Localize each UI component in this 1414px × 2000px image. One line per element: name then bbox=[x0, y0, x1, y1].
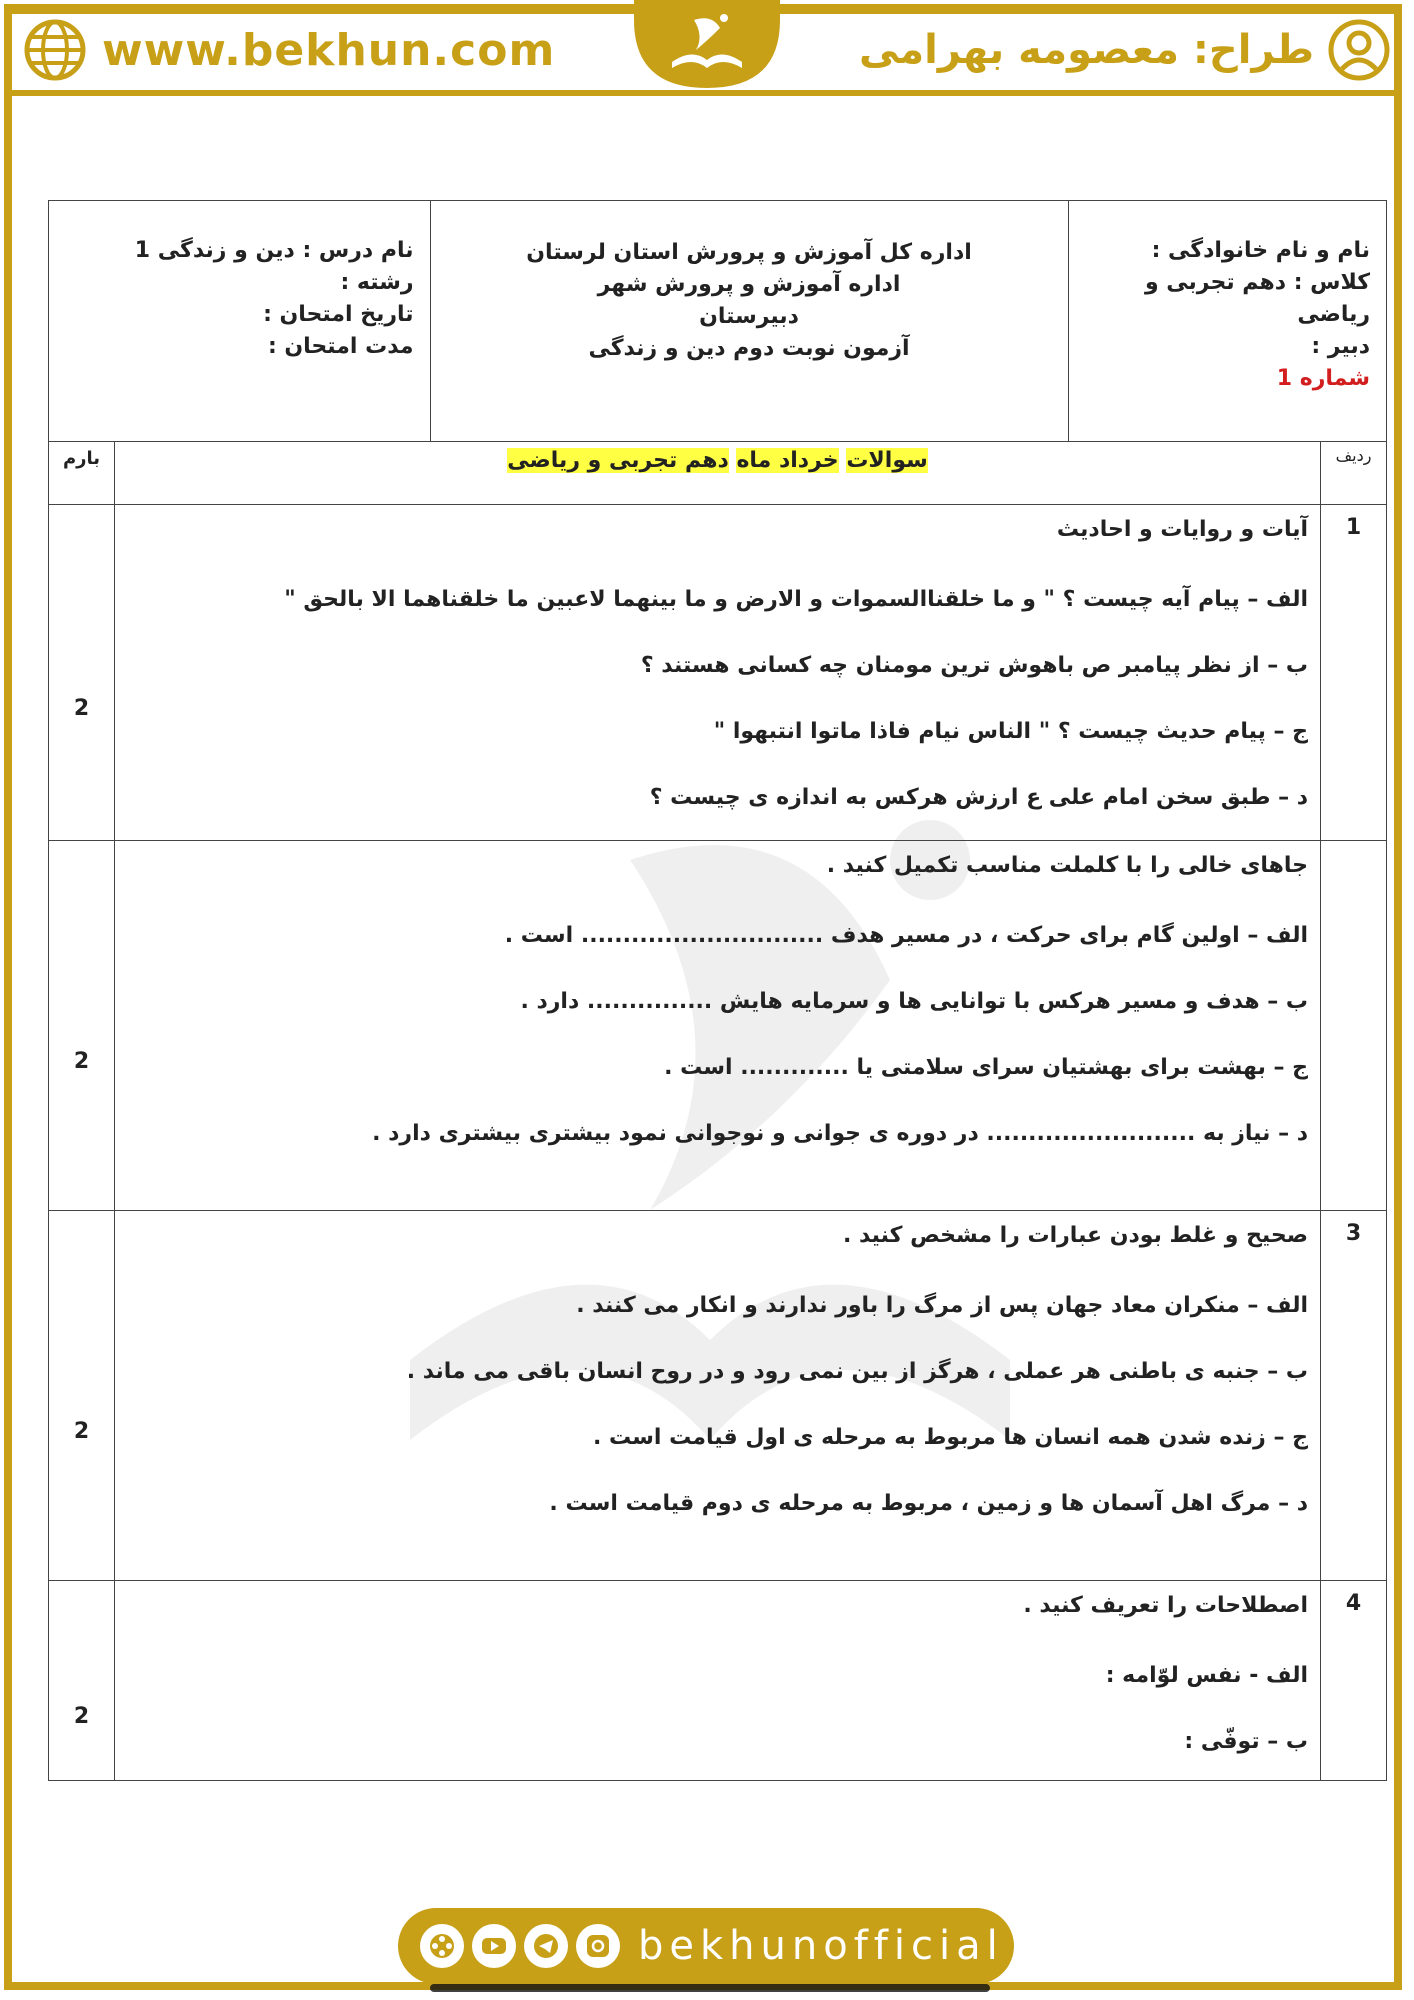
institution-line-1: اداره کل آموزش و پرورش استان لرستان bbox=[526, 240, 972, 265]
question-item: ج – زنده شدن همه انسان ها مربوط به مرحله ی اول قیامت است . bbox=[592, 1425, 1309, 1450]
question-instruction: صحیح و غلط بودن عبارات را مشخص کنید . bbox=[842, 1223, 1309, 1248]
site-link[interactable] bbox=[24, 20, 555, 80]
exam-title: آزمون نوبت دوم دین و زندگی bbox=[588, 336, 910, 361]
social-bar bbox=[398, 1908, 1014, 1984]
site-url: www.bekhun.com bbox=[102, 24, 556, 76]
class-field-label: کلاس : دهم تجربی و bbox=[1144, 270, 1371, 295]
top-banner bbox=[0, 0, 1414, 96]
question-instruction: جاهای خالی را با کلملت مناسب تکمیل کنید . bbox=[826, 853, 1309, 878]
question-body bbox=[115, 1581, 1321, 1781]
question-score: 2 bbox=[49, 505, 115, 841]
instagram-icon[interactable] bbox=[576, 1924, 620, 1968]
question-item: ب – هدف و مسیر هرکس با توانایی ها و سرمایه هایش ............... دارد . bbox=[520, 989, 1309, 1014]
question-item: د – نیاز به ......................... در دوره ی جوانی و نوجوانی نمود بیشتری بیشتری دارد . bbox=[372, 1121, 1309, 1146]
book-logo-icon bbox=[634, 0, 780, 90]
institution-info bbox=[430, 201, 1068, 441]
title-part-2: خرداد ماه bbox=[736, 448, 839, 473]
question-item: الف – منکران معاد جهان پس از مرگ را باور ندارند و انکار می کنند . bbox=[576, 1293, 1309, 1318]
question-item: الف - نفس لوّامه : bbox=[1105, 1663, 1309, 1688]
question-item: الف – اولین گام برای حرکت ، در مسیر هدف ............................. است . bbox=[504, 923, 1309, 948]
question-number: 3 bbox=[1321, 1211, 1387, 1581]
question-row bbox=[49, 841, 1387, 1211]
question-score: 2 bbox=[49, 1581, 115, 1781]
teacher-field-label: دبیر : bbox=[1311, 334, 1371, 359]
social-handle: bekhunofficial bbox=[638, 1923, 1004, 1969]
question-instruction: آیات و روایات و احادیث bbox=[1056, 517, 1309, 542]
question-body bbox=[115, 1211, 1321, 1581]
exam-sheet bbox=[48, 200, 1386, 1754]
class-field-label-cont: ریاضی bbox=[1297, 302, 1371, 327]
question-body bbox=[115, 841, 1321, 1211]
question-row bbox=[49, 1211, 1387, 1581]
question-item: ب – از نظر پیامبر ص باهوش ترین مومنان چه کسانی هستند ؟ bbox=[640, 653, 1309, 678]
institution-line-2: اداره آموزش و پرورش شهر bbox=[597, 272, 901, 297]
title-part-3: دهم تجربی و ریاضی bbox=[507, 448, 729, 473]
institution-line-3: دبیرستان bbox=[699, 304, 799, 329]
question-item: ب – توفّی : bbox=[1184, 1729, 1309, 1754]
field-label: رشته : bbox=[340, 270, 414, 295]
question-number: 1 bbox=[1321, 505, 1387, 841]
aparat-icon[interactable] bbox=[420, 1924, 464, 1968]
title-part-1: سوالات bbox=[846, 448, 928, 473]
exam-header-row bbox=[49, 201, 1387, 442]
question-score: 2 bbox=[49, 841, 115, 1211]
brand-logo bbox=[634, 0, 780, 90]
exam-duration-label: مدت امتحان : bbox=[267, 334, 414, 359]
designer-credit bbox=[859, 18, 1390, 82]
question-instruction: اصطلاحات را تعریف کنید . bbox=[1023, 1593, 1309, 1618]
questions-header-row bbox=[49, 442, 1387, 505]
question-row bbox=[49, 1581, 1387, 1781]
question-item: ب – جنبه ی باطنی هر عملی ، هرگز از بین نمی رود و در روح انسان باقی می ماند . bbox=[406, 1359, 1309, 1384]
questions-title bbox=[115, 442, 1321, 505]
question-number: 4 bbox=[1321, 1581, 1387, 1781]
score-column-label: بارم bbox=[49, 442, 115, 505]
youtube-icon[interactable] bbox=[472, 1924, 516, 1968]
exam-date-label: تاریخ امتحان : bbox=[263, 302, 414, 327]
designer-name: طراح: معصومه بهرامی bbox=[858, 27, 1314, 73]
question-body bbox=[115, 505, 1321, 841]
question-item: د – مرگ اهل آسمان ها و زمین ، مربوط به مرحله ی دوم قیامت است . bbox=[549, 1491, 1309, 1516]
student-info bbox=[1068, 201, 1386, 441]
question-item: ج – پیام حدیث چیست ؟ " الناس نیام فاذا ماتوا انتبهوا " bbox=[713, 719, 1309, 744]
name-field-label: نام و نام خانوادگی : bbox=[1151, 238, 1371, 263]
question-number bbox=[1321, 841, 1387, 1211]
row-column-label: ردیف bbox=[1321, 442, 1387, 505]
question-item: ج – بهشت برای بهشتیان سرای سلامتی یا ............. است . bbox=[664, 1055, 1309, 1080]
question-item: الف – پیام آیه چیست ؟ " و ما خلقناالسموات و الارض و ما بینهما لاعبین ما خلقناهما الا بالحق " bbox=[284, 587, 1309, 612]
telegram-icon[interactable] bbox=[524, 1924, 568, 1968]
course-info bbox=[48, 201, 430, 441]
question-score: 2 bbox=[49, 1211, 115, 1581]
exam-number: شماره 1 bbox=[1276, 366, 1371, 391]
banner-divider bbox=[12, 90, 1402, 96]
user-icon bbox=[1328, 19, 1390, 81]
footer-shadow bbox=[430, 1984, 990, 1992]
question-row bbox=[49, 505, 1387, 841]
course-name-label: نام درس : دین و زندگی 1 bbox=[134, 238, 414, 263]
globe-icon bbox=[24, 19, 86, 81]
question-item: د – طبق سخن امام علی ع ارزش هرکس به اندازه ی چیست ؟ bbox=[649, 785, 1309, 810]
